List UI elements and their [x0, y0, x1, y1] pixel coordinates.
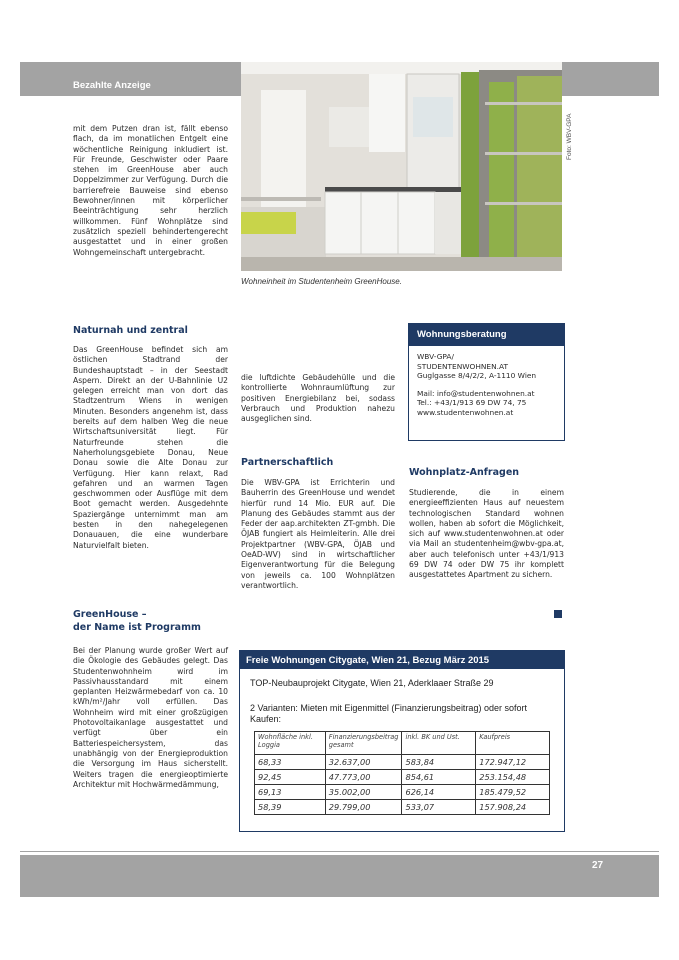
col-price: Kaufpreis — [476, 732, 550, 755]
cell-price: 253.154,48 — [476, 770, 550, 785]
footer-bar — [20, 855, 659, 897]
cell-incl: 854,61 — [402, 770, 476, 785]
advice-tel: Tel.: +43/1/913 69 DW 74, 75 — [417, 398, 527, 408]
cell-financing: 29.799,00 — [325, 800, 402, 815]
price-table — [254, 731, 550, 815]
offer-variants: 2 Varianten: Mieten mit Eigenmittel (Finanzierungsbeitrag) oder sofort Kaufen: — [250, 703, 527, 724]
advice-mail[interactable]: Mail: info@studentenwohnen.at — [417, 388, 535, 398]
photo-credit-area — [566, 113, 576, 220]
requests-text: Studierende, die in einem energieeffizienten Haus auf neuestem technologischen Standard wohnen wollen, haben ab sofort die Möglichkeit, sich auf www.studentenwohnen.at oder via Mail an studentenheim@wbv-gpa.at, aber auch telefonisch unter +43/1/913 69 DW 74 oder DW 75 ihr komplett ausgestattetes Apartment zu sichern. — [409, 488, 564, 580]
advice-title: Wohnungsberatung — [409, 324, 564, 346]
cell-financing: 35.002,00 — [325, 785, 402, 800]
cell-area: 68,33 — [255, 755, 326, 770]
table-row — [255, 755, 550, 770]
photo-caption: Wohneinheit im Studentenheim GreenHouse. — [241, 277, 402, 286]
photo-credit: Foto: WBV-GPA — [566, 113, 573, 160]
price-table-header — [255, 732, 550, 755]
heading-greenhouse-2: der Name ist Programm — [73, 622, 201, 633]
advice-org: WBV-GPA/ — [417, 352, 454, 361]
intro-paragraph — [73, 124, 228, 258]
heading-partner: Partnerschaftlich — [241, 457, 334, 468]
cell-area: 92,45 — [255, 770, 326, 785]
intro-text: mit dem Putzen dran ist, fällt ebenso flach, da im monatlichen Entgelt eine wöchentliche Reinigung inkludiert ist. Für Freunde, Geschwister oder Paare stehen im GreenHouse aber auch Doppelzimmer zur Verfügung. Durch die barrierefreie Bauweise sind ebenso Bewohner/innen mit körperlicher Beeinträchtigung sehr herzlich willkommen. Fünf Wohnplätze sind zusätzlich speziell behindertengerecht ausgestattet und in einer großen Wohngemeinschaft untergebracht. — [73, 124, 228, 257]
table-row — [255, 785, 550, 800]
naturnah-paragraph — [73, 345, 228, 551]
table-row — [255, 800, 550, 815]
advice-address: Guglgasse 8/4/2/2, A-1110 Wien — [417, 371, 537, 381]
page-number: 27 — [592, 860, 604, 871]
greenhouse-paragraph — [73, 646, 228, 790]
table-row — [255, 770, 550, 785]
cell-financing: 47.773,00 — [325, 770, 402, 785]
naturnah-text: Das GreenHouse befindet sich am östlichen Stadtrand der Bundeshauptstadt – in der Seestadt Aspern. Direkt an der U-Bahnlinie U2 gelegen erreicht man von dort das Stadtzentrum Wiens in wenigen Minuten. Besonders angenehm ist, dass bereits auf dem halben Weg die neue Wirtschaftsuniversität liegt. Für Naturfreunde stehen die Naherholungsgebiete Donau, Neue Donau sowie die Alte Donau zur Verfügung. Hier kann relaxt, Rad gefahren und an warmen Tagen geschwommen oder Ausflüge mit dem Boot gemacht werden. Ausgedehnte Spaziergänge unternimmt man am besten in den nahegelegenen Donauauen, die eine wunderbare Naturvielfalt bieten. — [73, 345, 228, 550]
partner-paragraph — [241, 478, 395, 591]
cell-incl: 583,84 — [402, 755, 476, 770]
requests-paragraph — [409, 488, 564, 581]
advice-web[interactable]: www.studentenwohnen.at — [417, 407, 514, 417]
cell-financing: 32.637,00 — [325, 755, 402, 770]
advice-org-site: STUDENTENWOHNEN.AT — [417, 361, 508, 371]
heading-requests: Wohnplatz-Anfragen — [409, 467, 520, 478]
cell-price: 185.479,52 — [476, 785, 550, 800]
offer-project: TOP-Neubauprojekt Citygate, Wien 21, Aderklaaer Straße 29 — [250, 678, 494, 688]
cell-area: 58,39 — [255, 800, 326, 815]
ad-label: Bezahlte Anzeige — [73, 80, 151, 91]
cell-incl: 626,14 — [402, 785, 476, 800]
advice-content — [409, 346, 564, 424]
col2-intro-text: die luftdichte Gebäudehülle und die kontrollierte Wohnraumlüftung zur positiven Energiebilanz bei, sodass Verbrauch und Produktion nahezu ausgeglichen sind. — [241, 373, 395, 424]
col-financing: Finanzierungsbeitrag gesamt — [325, 732, 402, 755]
col-area: Wohnfläche inkl. Loggia — [255, 732, 326, 755]
cell-incl: 533,07 — [402, 800, 476, 815]
offer-title: Freie Wohnungen Citygate, Wien 21, Bezug März 2015 — [240, 651, 564, 669]
kitchen-photo — [241, 62, 562, 271]
heading-naturnah: Naturnah und zentral — [73, 325, 188, 336]
col-incl: inkl. BK und Ust. — [402, 732, 476, 755]
footer-rule — [20, 851, 659, 852]
heading-greenhouse-1: GreenHouse – — [73, 609, 147, 620]
greenhouse-text: Bei der Planung wurde großer Wert auf die Ökologie des Gebäudes gelegt. Das Studentenwohnheim wird im Passivhausstandard mit einem geplanten Heizwärmebedarf von ca. 10 kWh/m²/Jahr voll erfüllen. Das Wohnheim wird mit einer großzügigen Photovoltaikanlage ausgestattet und verfügt über ein Batteriespeichersystem, das unabhängig von der Energieproduktion die Versorgung im Haus sicherstellt. Weiters tragen die energieoptimierte Architektur mit Hochwärmedämmung, — [73, 646, 228, 789]
end-mark — [554, 610, 562, 618]
cell-price: 157.908,24 — [476, 800, 550, 815]
col2-intro-paragraph — [241, 373, 395, 424]
partner-text: Die WBV-GPA ist Errichterin und Bauherrin des GreenHouse und wendet hierfür rund 14 Mio. EUR auf. Die Planung des Gebäudes stammt aus der Feder der aap.architekten ZT-gmbh. Die ÖJAB fungiert als Heimleiterin. Alle drei Projektpartner (WBV-GPA, ÖJAB und OeAD-WV) sind in wirtschaftlicher Eigenverantwortung für die Belegung von jeweils ca. 100 Wohnplätzen verantwortlich. — [241, 478, 395, 590]
cell-price: 172.947,12 — [476, 755, 550, 770]
advice-box — [408, 323, 565, 441]
cell-area: 69,13 — [255, 785, 326, 800]
offer-box — [239, 650, 565, 832]
